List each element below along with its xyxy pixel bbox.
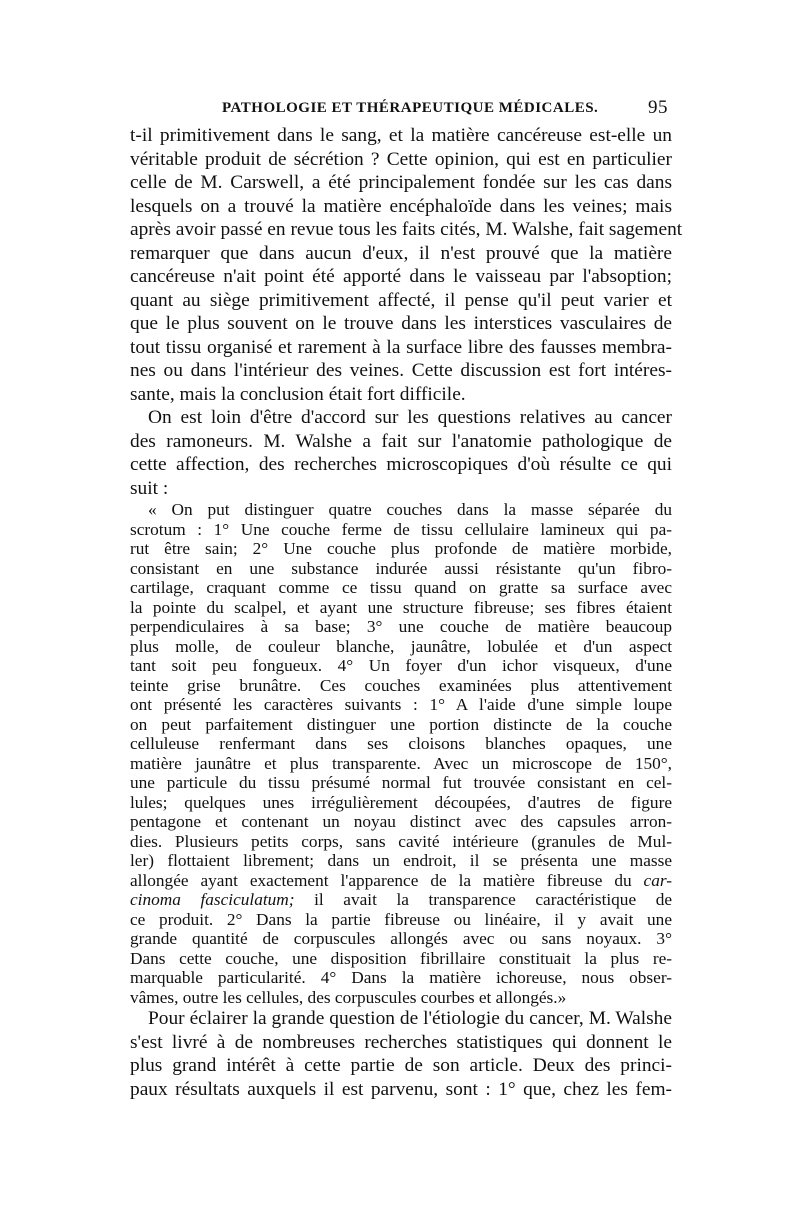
text-line: ont présenté les caractères suivants : 1° A l'aide d'une simple loupe: [130, 695, 672, 714]
text-line: ce produit. 2° Dans la partie fibreuse ou linéaire, il y avait une: [130, 909, 672, 929]
text-line: perpendiculaires à sa base; 3° une couche de matière beaucoup: [130, 617, 672, 636]
text-line: celluleuse renfermant dans ses cloisons blanches opaques, une: [130, 734, 672, 753]
text-line: tant soit peu fongueux. 4° Un foyer d'un ichor visqueux, d'une: [130, 656, 672, 675]
text-line: consistant en une substance indurée aussi résistante qu'un fibro-: [130, 558, 672, 578]
text-line: pentagone et contenant un noyau distinct avec des capsules arron-: [130, 812, 672, 831]
text-line: lesquels on a trouvé la matière encéphaloïde dans les veines; mais: [130, 195, 672, 217]
text-line: plus molle, de couleur blanche, jaunâtre, lobulée et d'un aspect: [130, 636, 672, 656]
text-line: vâmes, outre les cellules, des corpuscules courbes et allongés.»: [130, 987, 567, 1007]
text-line: remarquer que dans aucun d'eux, il n'est prouvé que la matière: [130, 242, 672, 264]
text-line: « On put distinguer quatre couches dans la masse séparée du: [148, 500, 672, 519]
text-line: des ramoneurs. M. Walshe a fait sur l'anatomie pathologique de: [130, 430, 672, 452]
text-line: dies. Plusieurs petits corps, sans cavité intérieure (granules de Mul-: [130, 831, 672, 851]
text-line: on peut parfaitement distinguer une portion distincte de la couche: [130, 714, 672, 734]
text-line: quant au siège primitivement affecté, il pense qu'il peut varier et: [130, 289, 672, 311]
paragraph-ramoneurs: [130, 406, 672, 500]
text-line: ler) flottaient librement; dans un endroit, il se présenta une masse: [130, 851, 672, 870]
text-line: scrotum : 1° Une couche ferme de tissu cellulaire lamineux qui pa-: [130, 519, 672, 539]
text-line: nes ou dans l'intérieur des veines. Cette discussion est fort intéres-: [130, 360, 672, 381]
text-line: la pointe du scalpel, et ayant une structure fibreuse; ses fibres étaient: [130, 597, 672, 617]
text-line: après avoir passé en revue tous les faits cités, M. Walshe, fait sagement: [130, 219, 683, 240]
italic-term: car-: [643, 870, 672, 890]
text-line: celle de M. Carswell, a été principalement fondée sur les cas dans: [130, 172, 672, 193]
text-line: cancéreuse n'ait point été apporté dans le vaisseau par l'absoption;: [130, 266, 672, 287]
text-line: s'est livré à de nombreuses recherches statistiques qui donnent le: [130, 1031, 672, 1053]
text-line: rut être sain; 2° Une couche plus profonde de matière morbide,: [130, 539, 672, 558]
text-line: sante, mais la conclusion était fort difficile.: [130, 383, 466, 405]
text-line: grande quantité de corpuscules allongés avec ou sans noyaux. 3°: [130, 929, 672, 948]
text-line: paux résultats auxquels il est parvenu, sont : 1° que, chez les fem-: [130, 1078, 672, 1100]
text-line: plus grand intérêt à cette partie de son article. Deux des princi-: [130, 1055, 672, 1076]
italic-term: cinoma fasciculatum;: [130, 890, 295, 909]
text-line: suit :: [130, 477, 169, 499]
text-line: véritable produit de sécrétion ? Cette opinion, qui est en particulier: [130, 148, 672, 170]
text-line: cette affection, des recherches microscopiques d'où résulte ce qui: [130, 454, 672, 475]
text-line: Pour éclairer la grande question de l'étiologie du cancer, M. Walshe: [148, 1008, 672, 1029]
text-line: que le plus souvent on le trouve dans les interstices vasculaires de: [130, 313, 672, 334]
text-segment: allongée ayant exactement l'apparence de la matière fibreuse du: [130, 870, 632, 890]
text-line: marquable particularité. 4° Dans la matière ichoreuse, nous obser-: [130, 968, 672, 987]
paragraph-sang-secretion: [130, 124, 683, 406]
text-line: Dans cette couche, une disposition fibrillaire constituait la plus re-: [130, 948, 672, 968]
text-line: On est loin d'être d'accord sur les questions relatives au cancer: [148, 407, 672, 428]
text-line: t-il primitivement dans le sang, et la matière cancéreuse est-elle un: [130, 125, 672, 146]
text-line-with-italic: [130, 890, 672, 910]
book-page: [130, 96, 683, 1101]
text-segment: il avait la transparence caractéristique de: [314, 890, 673, 909]
quoted-observation: [130, 500, 672, 1007]
running-title: PATHOLOGIE ET THÉRAPEUTIQUE MÉDICALES.: [222, 100, 599, 116]
text-line-with-italic: [130, 871, 672, 891]
text-line: une particule du tissu présumé normal fut trouvée consistant en cel-: [130, 773, 672, 792]
text-line: tout tissu organisé et rarement à la surface libre des fausses membra-: [130, 336, 672, 358]
paragraph-etiologie: [130, 1007, 672, 1101]
page-number: 95: [648, 97, 668, 118]
text-line: lules; quelques unes irrégulièrement découpées, d'autres de figure: [130, 792, 672, 812]
text-line: cartilage, craquant comme ce tissu quand on gratte sa surface avec: [130, 578, 672, 597]
text-line: teinte grise brunâtre. Ces couches examinées plus attentivement: [130, 675, 672, 695]
running-header: [130, 96, 672, 124]
text-line: matière jaunâtre et plus transparente. Avec un microscope de 150°,: [130, 753, 672, 773]
